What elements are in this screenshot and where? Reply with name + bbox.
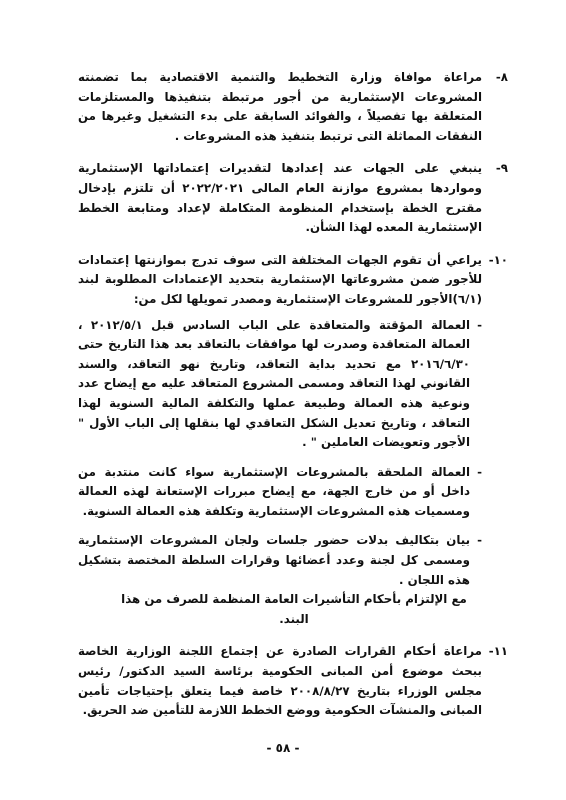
clause-text: مراعاة موافاة وزارة التخطيط والتنمية الاقتصادية بما تضمنته المشروعات الإستثمارية من أجور مرتبطة بتنفيذها والمستلزمات المتعلقة بها تفصيلاً ، والفوائد السابقة على بدء التشغيل وغيرها من النفقات المماثلة التى ترتبط بتنفيذ هذه المشروعات .: [78, 70, 482, 143]
list-bullet: -: [477, 464, 482, 479]
page-number: - ٥٨ -: [266, 741, 300, 755]
list-item: [78, 316, 482, 453]
clause-number: ١٠-: [488, 252, 508, 267]
list-item: [78, 463, 482, 522]
list-item-text: العمالة المؤقتة والمتعاقدة على الباب السادس قبل ٢٠١٢/٥/١ ، العمالة المتعاقدة وصدرت لها موافقات بالتعاقد بعد هذا التاريخ حتى ٢٠١٦/٦/٣٠ مع تحديد بداية التعاقد، وتاريخ نهو التعاقد، والسند القانوني لهذا التعاقد ومسمى المشروع المتعاقد عليه مع إيضاح عدد ونوعية هذه العمالة وطبيعة عملها والتكلفة المالية السنوية لهذا التعاقد ، وتاريخ تعديل الشكل التعاقدي لها بنقلها إلى الباب الأول " الأجور وتعويضات العاملين " .: [78, 317, 470, 450]
clause-8: [78, 68, 508, 146]
list-item-text: العمالة الملحقة بالمشروعات الإستثمارية سواء كانت منتدبة من داخل أو من خارج الجهة، مع إيضاح مبررات الإستعانة لهذه العمالة ومسميات هذه المشروعات الإستثمارية وتكلفة هذه العمالة السنوية.: [78, 464, 470, 518]
list-bullet: -: [477, 317, 482, 332]
list-bullet: -: [477, 533, 482, 548]
clause-text: مراعاة أحكام القرارات الصادرة عن إجتماع اللجنة الوزارية الخاصة ببحث موضوع أمن المبانى الحكومية برئاسة السيد الدكتور/ رئيس مجلس الوزراء بتاريخ ٢٠٠٨/٨/٢٧ خاصة فيما يتعلق بإحتياجات تأمين المبانى والمنشآت الحكومية ووضع الخطط اللازمة للتأمين ضد الحريق.: [78, 644, 482, 718]
list-item: [78, 531, 482, 629]
document-page: [78, 68, 508, 734]
list-item-text: بيان بتكاليف بدلات حضور جلسات ولجان المشروعات الإستثمارية ومسمى كل لجنة وعدد أعضائها وقرارات السلطة المختصة بتشكيل هذه اللجان .: [78, 533, 470, 587]
clause-11: [78, 642, 508, 720]
clause-text: يراعي أن تقوم الجهات المختلفة التى سوف تدرج بموازنتها إعتمادات للأجور ضمن مشروعاتها الإستثمارية بتحديد الإعتمادات المطلوبة لبند (٦/١)الأجور للمشروعات الإستثمارية ومصدر تمويلها لكل من:: [78, 252, 482, 306]
clause-10: [78, 251, 508, 630]
clause-text: ينبغي على الجهات عند إعدادها لتقديرات إعتماداتها الإستثمارية ومواردها بمشروع موازنة العام المالى ٢٠٢٢/٢٠٢١ أن تلتزم بإدخال مقترح الخطة بإستخدام المنظومة المتكاملة لإعداد ومتابعة الخطط الإستثمارية المعده لهذا الشأن.: [78, 161, 482, 235]
list-item-note: مع الإلتزام بأحكام التأشيرات العامة المنظمة للصرف من هذا البند.: [121, 592, 467, 626]
clause-number: ٩-: [495, 161, 508, 176]
clause-9: [78, 159, 508, 237]
clause-number: ١١-: [488, 644, 508, 659]
clause-number: ٨-: [495, 70, 508, 84]
